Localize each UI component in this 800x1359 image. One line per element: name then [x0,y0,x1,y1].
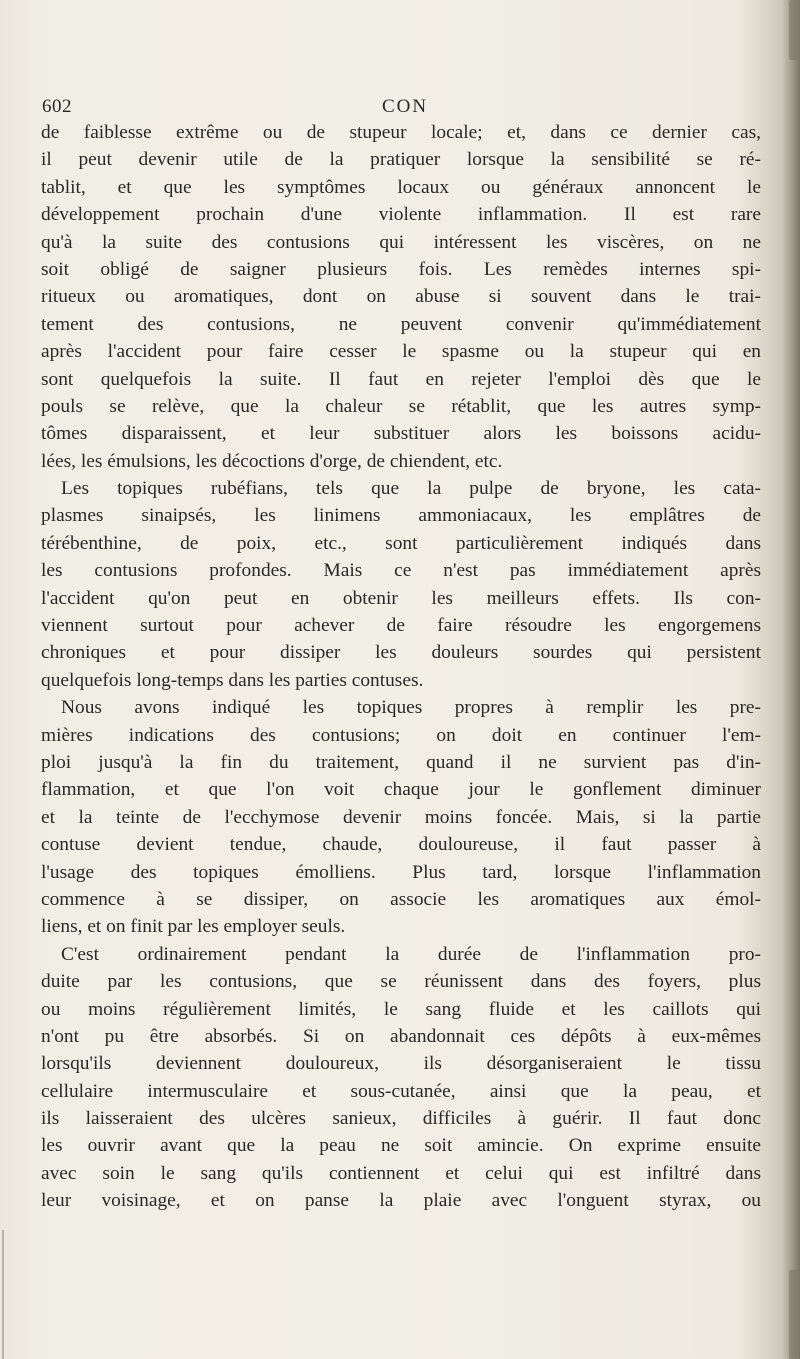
text-line: quelquefois long-temps dans les parties contuses. [41,669,424,691]
text-line: tômes disparaissent, et leur substituer alors les boissons acidu- [41,423,761,445]
text-line: pouls se relève, que la chaleur se rétablit, que les autres symp- [41,395,761,417]
text-line: il peut devenir utile de la pratiquer lorsque la sensibilité se ré- [41,149,761,171]
text-line: ils laisseraient des ulcères sanieux, difficiles à guérir. Il faut donc [41,1108,761,1130]
binding-mark-bottom [789,1270,797,1359]
text-line: commence à se dissiper, on associe les aromatiques aux émol- [41,888,761,910]
text-line: soit obligé de saigner plusieurs fois. Les remèdes internes spi- [41,258,761,280]
text-line: contuse devient tendue, chaude, douloureuse, il faut passer à [41,834,761,856]
text-line: lorsqu'ils deviennent douloureux, ils désorganiseraient le tissu [41,1053,761,1075]
text-line: mières indications des contusions; on doit en continuer l'em- [41,724,761,746]
text-line: l'accident qu'on peut en obtenir les meilleurs effets. Ils con- [41,587,761,609]
text-line: duite par les contusions, que se réunissent dans des foyers, plus [41,971,761,993]
text-line: et la teinte de l'ecchymose devenir moins foncée. Mais, si la partie [41,806,761,828]
text-line: ritueux ou aromatiques, dont on abuse si souvent dans le trai- [41,286,761,308]
text-line: cellulaire intermusculaire et sous-cutanée, ainsi que la peau, et [41,1080,761,1102]
text-line: ou moins régulièrement limités, le sang fluide et les caillots qui [41,998,761,1020]
running-head-word: CON [382,96,429,117]
paragraph-start-line: Nous avons indiqué les topiques propres à remplir les pre- [61,697,761,719]
paragraph-start-line: Les topiques rubéfians, tels que la pulpe de bryone, les cata- [61,478,761,500]
text-line: sont quelquefois la suite. Il faut en rejeter l'emploi dès que le [41,368,761,390]
text-line: térébenthine, de poix, etc., sont particulièrement indiqués dans [41,532,761,554]
body-text [41,119,761,1215]
text-line: avec soin le sang qu'ils contiennent et celui qui est infiltré dans [41,1162,761,1184]
text-line: liens, et on finit par les employer seuls. [41,916,346,938]
text-line: viennent surtout pour achever de faire résoudre les engorgemens [41,615,761,637]
left-margin-mark [2,1230,4,1359]
text-line: lées, les émulsions, les décoctions d'orge, de chiendent, etc. [41,450,503,472]
text-line: leur voisinage, et on panse la plaie avec l'onguent styrax, ou [41,1190,761,1212]
text-line: de faiblesse extrême ou de stupeur locale; et, dans ce dernier cas, [41,122,761,143]
text-line: chroniques et pour dissiper les douleurs sourdes qui persistent [41,642,761,664]
text-line: les contusions profondes. Mais ce n'est pas immédiatement après [41,560,761,582]
text-line: les ouvrir avant que la peau ne soit amincie. On exprime ensuite [41,1135,761,1157]
paragraph-start-line: C'est ordinairement pendant la durée de l'inflammation pro- [61,943,761,965]
text-line: flammation, et que l'on voit chaque jour le gonflement diminuer [41,779,761,801]
text-line: ploi jusqu'à la fin du traitement, quand il ne survient pas d'in- [41,751,761,773]
text-line: tablit, et que les symptômes locaux ou généraux annoncent le [41,176,761,198]
text-line: l'usage des topiques émolliens. Plus tard, lorsque l'inflammation [41,861,761,883]
page-number: 602 [42,96,72,117]
text-line: plasmes sinaipsés, les linimens ammoniacaux, les emplâtres de [41,505,761,527]
text-line: tement des contusions, ne peuvent convenir qu'immédiatement [41,313,761,335]
text-line: n'ont pu être absorbés. Si on abandonnait ces dépôts à eux-mêmes [41,1025,761,1047]
text-line: après l'accident pour faire cesser le spasme ou la stupeur qui en [41,341,761,363]
binding-mark-top [789,0,797,60]
page-edge-shadow [782,0,800,1359]
text-line: qu'à la suite des contusions qui intéressent les viscères, on ne [41,231,761,253]
text-line: développement prochain d'une violente inflammation. Il est rare [41,204,761,226]
